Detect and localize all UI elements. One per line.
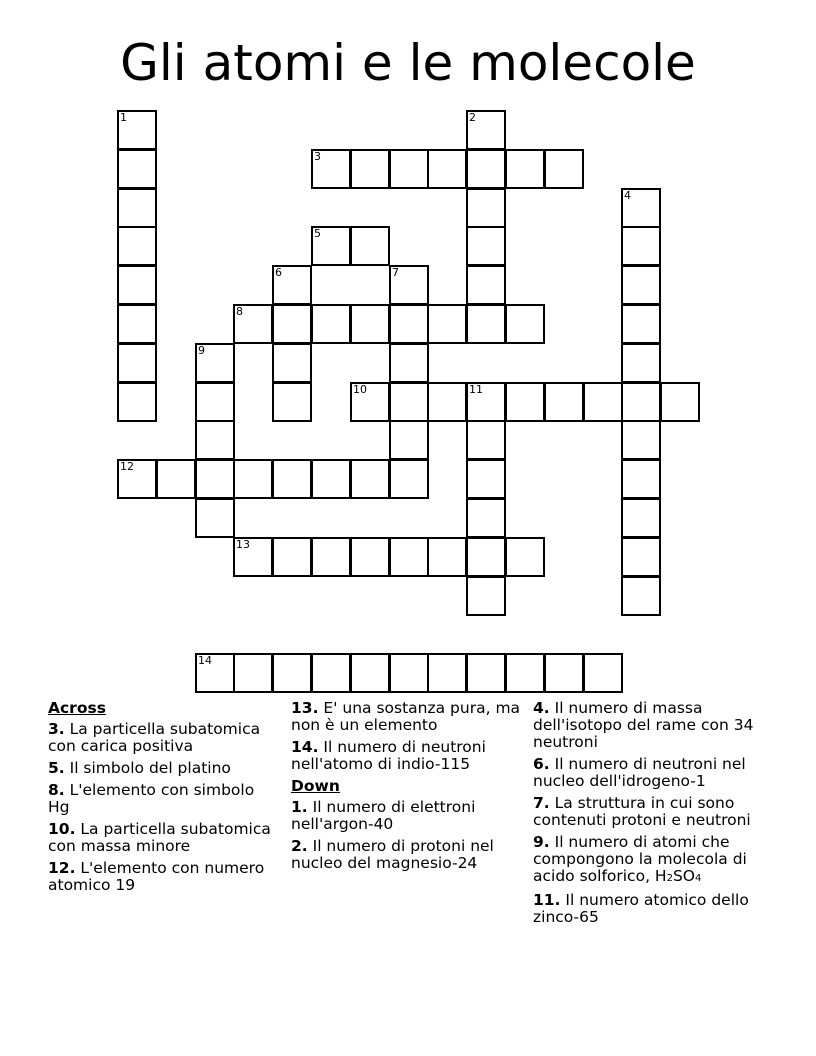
crossword-cell[interactable] [544,149,584,189]
cell-number: 2 [469,111,476,124]
crossword-cell[interactable] [272,343,312,383]
crossword-cell[interactable] [272,265,312,305]
clue-down-6: 6. Il numero di neutroni nel nucleo dell'idrogeno-1 [533,755,746,790]
crossword-cell[interactable] [117,226,157,266]
clue-across-12: 12. L'elemento con numero atomico 19 [48,859,265,894]
page-title: Gli atomi e le molecole [120,34,696,92]
crossword-cell[interactable] [466,149,506,189]
crossword-cell[interactable] [660,382,700,422]
crossword-cell[interactable] [195,420,235,460]
cell-number: 14 [198,654,212,667]
clue-across-14: 14. Il numero di neutroni nell'atomo di indio-115 [291,738,486,773]
crossword-cell[interactable] [621,576,661,616]
crossword-cell[interactable] [466,420,506,460]
cell-number: 1 [120,111,127,124]
crossword-cell[interactable] [466,653,506,693]
crossword-cell[interactable] [389,304,429,344]
clue-down-4: 4. Il numero di massa dell'isotopo del rame con 34 neutroni [533,699,754,751]
clues-column-2 [291,700,521,877]
crossword-cell[interactable] [466,537,506,577]
crossword-cell[interactable] [195,653,235,693]
crossword-cell[interactable] [389,149,429,189]
crossword-cell[interactable] [350,537,390,577]
crossword-cell[interactable] [466,226,506,266]
crossword-cell[interactable] [505,382,545,422]
crossword-cell[interactable] [466,110,506,150]
crossword-cell[interactable] [350,226,390,266]
crossword-cell[interactable] [427,653,467,693]
crossword-cell[interactable] [311,304,351,344]
crossword-cell[interactable] [389,537,429,577]
clue-down-9: 9. Il numero di atomi che compongono la molecola di acido solforico, H2SO4 [533,833,747,885]
crossword-cell[interactable] [195,343,235,383]
crossword-cell[interactable] [117,382,157,422]
crossword-cell[interactable] [427,149,467,189]
crossword-cell[interactable] [311,653,351,693]
crossword-cell[interactable] [117,459,157,499]
clue-down-11: 11. Il numero atomico dello zinco-65 [533,891,749,926]
crossword-cell[interactable] [272,304,312,344]
crossword-cell[interactable] [117,188,157,228]
cell-number: 10 [353,383,367,396]
crossword-cell[interactable] [466,498,506,538]
clues-column-3 [533,700,773,931]
clue-down-1: 1. Il numero di elettroni nell'argon-40 [291,798,476,833]
cell-number: 6 [275,266,282,279]
crossword-cell[interactable] [505,149,545,189]
cell-number: 5 [314,227,321,240]
crossword-cell[interactable] [427,382,467,422]
crossword-cell[interactable] [466,265,506,305]
crossword-cell[interactable] [466,459,506,499]
crossword-cell[interactable] [272,382,312,422]
clues-column-1 [48,700,278,899]
cell-number: 7 [392,266,399,279]
crossword-cell[interactable] [621,420,661,460]
crossword-cell[interactable] [544,382,584,422]
crossword-cell[interactable] [466,188,506,228]
clue-across-10: 10. La particella subatomica con massa minore [48,820,271,855]
crossword-cell[interactable] [311,149,351,189]
crossword-cell[interactable] [389,459,429,499]
crossword-cell[interactable] [427,537,467,577]
crossword-cell[interactable] [117,343,157,383]
crossword-cell[interactable] [621,265,661,305]
crossword-cell[interactable] [117,110,157,150]
cell-number: 3 [314,150,321,163]
cell-number: 11 [469,383,483,396]
cell-number: 9 [198,344,205,357]
crossword-cell[interactable] [272,537,312,577]
cell-number: 8 [236,305,243,318]
crossword-cell[interactable] [389,653,429,693]
cell-number: 4 [624,189,631,202]
crossword-cell[interactable] [233,537,273,577]
crossword-cell[interactable] [389,343,429,383]
crossword-cell[interactable] [466,304,506,344]
cell-number: 13 [236,538,250,551]
crossword-cell[interactable] [350,149,390,189]
crossword-cell[interactable] [621,537,661,577]
crossword-cell[interactable] [427,304,467,344]
crossword-cell[interactable] [505,304,545,344]
crossword-cell[interactable] [311,537,351,577]
crossword-cell[interactable] [621,343,661,383]
crossword-cell[interactable] [350,653,390,693]
crossword-cell[interactable] [389,420,429,460]
crossword-cell[interactable] [350,459,390,499]
crossword-cell[interactable] [621,382,661,422]
crossword-cell[interactable] [544,653,584,693]
clue-across-13: 13. E' una sostanza pura, ma non è un elemento [291,699,521,734]
crossword-cell[interactable] [117,265,157,305]
crossword-cell[interactable] [195,382,235,422]
crossword-cell[interactable] [117,304,157,344]
crossword-cell[interactable] [311,459,351,499]
crossword-cell[interactable] [156,459,196,499]
crossword-cell[interactable] [621,498,661,538]
crossword-cell[interactable] [466,382,506,422]
crossword-cell[interactable] [466,576,506,616]
crossword-cell[interactable] [505,653,545,693]
crossword-cell[interactable] [117,149,157,189]
crossword-cell[interactable] [272,459,312,499]
crossword-cell[interactable] [350,382,390,422]
clue-down-2: 2. Il numero di protoni nel nucleo del magnesio-24 [291,837,494,872]
crossword-cell[interactable] [195,498,235,538]
crossword-cell[interactable] [350,304,390,344]
crossword-cell[interactable] [233,459,273,499]
clue-across-8: 8. L'elemento con simbolo Hg [48,781,255,816]
crossword-cell[interactable] [583,382,623,422]
crossword-cell[interactable] [621,459,661,499]
clue-across-5: 5. Il simbolo del platino [48,759,231,777]
crossword-cell[interactable] [233,304,273,344]
crossword-cell[interactable] [621,304,661,344]
formula: H2SO4 [654,867,702,885]
crossword-cell[interactable] [311,226,351,266]
crossword-cell[interactable] [389,265,429,305]
clue-across-3: 3. La particella subatomica con carica positiva [48,720,261,755]
crossword-cell[interactable] [621,188,661,228]
crossword-cell[interactable] [621,226,661,266]
crossword-cell[interactable] [505,537,545,577]
crossword-cell[interactable] [272,653,312,693]
down-header: Down [291,777,340,795]
crossword-cell[interactable] [233,653,273,693]
cell-number: 12 [120,460,134,473]
crossword-cell[interactable] [583,653,623,693]
across-header: Across [48,699,106,717]
crossword-cell[interactable] [389,382,429,422]
clue-down-7: 7. La struttura in cui sono contenuti protoni e neutroni [533,794,751,829]
crossword-cell[interactable] [195,459,235,499]
